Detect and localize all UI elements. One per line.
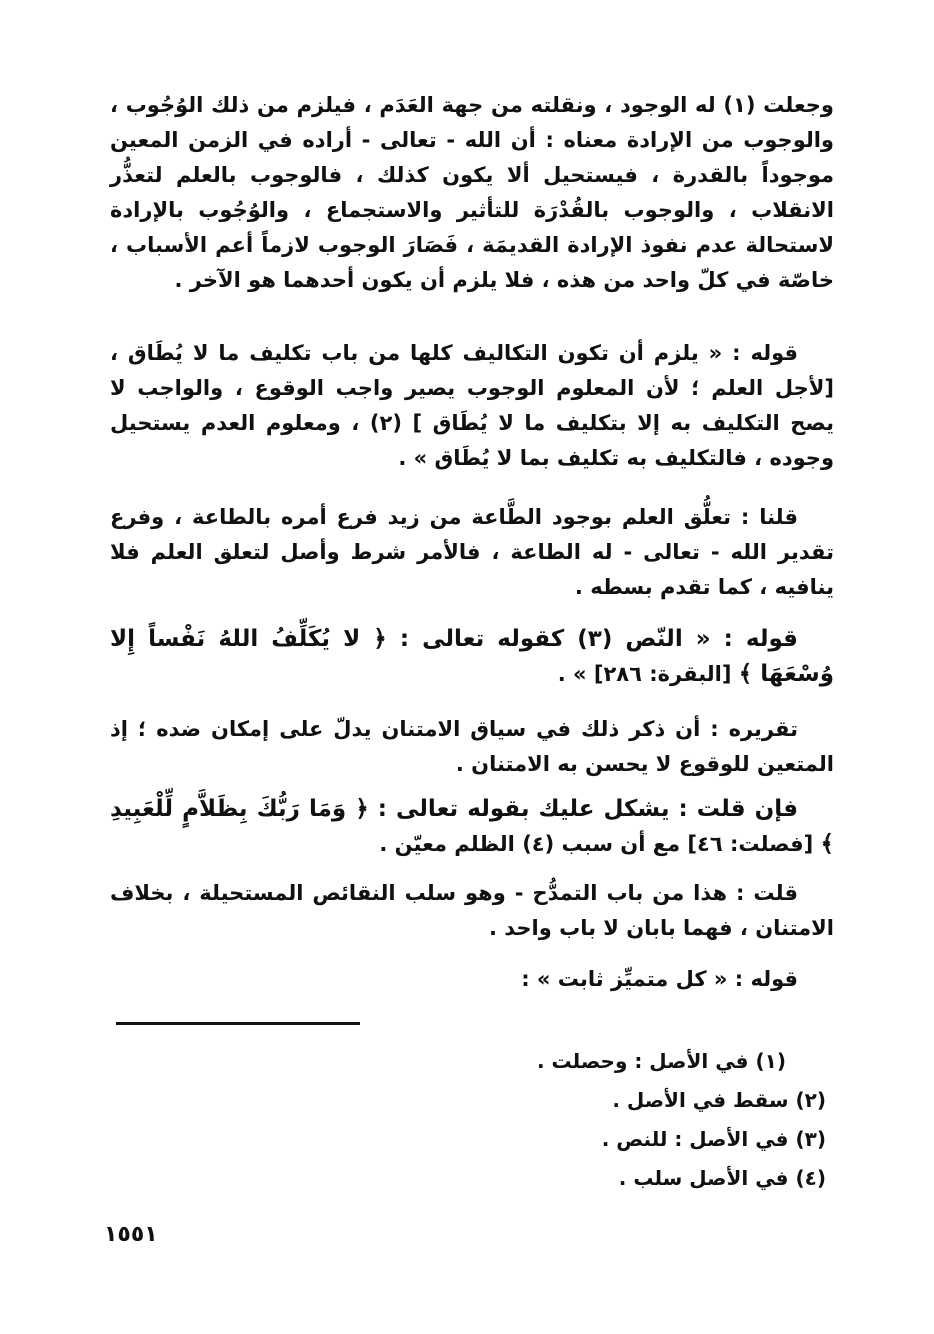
text-line: الله - تعالى - له الطاعة ، فالأمر شرط وأصل لتعلق العلم فلا ينافيه ، كما: [110, 540, 834, 599]
verse-paragraph-2: [110, 792, 834, 862]
text-line: قوله : « يلزم أن تكون التكاليف كلها من باب تكليف ما لا يُطَاق ،: [110, 341, 798, 365]
text-line: [لأجل العلم ؛ لأن المعلوم الوجوب يصير واجب الوقوع ، والواجب لا: [110, 376, 834, 400]
body-text: [110, 88, 834, 298]
text-line: والوجوب من الإرادة معناه : أن الله - تعالى - أراده في الزمن المعين موجوداً: [110, 128, 834, 187]
paragraph-7: [110, 876, 834, 946]
paragraph-2: [110, 336, 834, 476]
last-quote-paragraph: [110, 962, 834, 997]
paragraph-4: [110, 622, 834, 692]
answer-paragraph: [110, 876, 834, 946]
footnote-3: (٣) في الأصل : للنص .: [601, 1127, 826, 1151]
footnote-1: (١) في الأصل : وحصلت .: [536, 1049, 786, 1073]
paragraph-5: [110, 712, 834, 782]
text-line: نفوذ الإرادة القديمَة ، فَصَارَ الوجوب لازماً أعم الأسباب ، خاصّة في كلّ: [110, 233, 834, 292]
text-line: والوجوب بالقُدْرَة للتأثير والاستجماع ، والوُجُوب بالإرادة لاستحالة عدم: [110, 198, 835, 257]
text-line: تقدم بسطه .: [574, 575, 711, 599]
page-number: ١٥٥١: [104, 1222, 158, 1247]
quote-paragraph: [110, 336, 834, 476]
paragraph-6: [110, 792, 834, 862]
paragraph-8: [110, 962, 834, 997]
reply-paragraph: [110, 500, 834, 605]
text-line: واحد من هذه ، فلا يلزم أن يكون أحدهما هو الآخر .: [174, 268, 691, 292]
text-line: قلنا : تعلُّق العلم بوجود الطَّاعة من زيد فرع أمره بالطاعة ، وفرع تقدير: [110, 505, 834, 564]
footnote-separator: [116, 1022, 360, 1025]
text-line: للوقوع لا يحسن به الامتنان .: [455, 752, 750, 776]
text-line: [فصلت: ٤٦] مع أن سبب (٤) الظلم معيّن .: [379, 832, 814, 856]
text-line: فإن قلت : يشكل عليك بقوله تعالى : ﴿ وَمَا رَبُّكَ بِظَلاَّمٍ لِّلْعَبِيدِ ﴾: [110, 796, 834, 857]
explanation-paragraph: [110, 712, 834, 782]
footnotes: [536, 1042, 826, 1198]
text-line: الامتنان ، فهما بابان لا باب واحد .: [489, 916, 834, 940]
text-line: يصح التكليف به إلا بتكليف ما لا يُطَاق ] (٢) ، ومعلوم العدم يستحيل: [110, 411, 834, 435]
footnote-4: (٤) في الأصل سلب .: [618, 1166, 826, 1190]
text-line: بالقدرة ، فيستحيل ألا يكون كذلك ، فالوجوب بالعلم لتعذُّر الانقلاب ،: [110, 163, 834, 222]
text-line: تقريره : أن ذكر ذلك في سياق الامتنان يدلّ على إمكان ضده ؛ إذ المتعين: [110, 717, 834, 776]
text-line: [البقرة: ٢٨٦] » .: [557, 662, 732, 686]
paragraph-3: [110, 500, 834, 605]
footnote-2: (٢) سقط في الأصل .: [612, 1088, 826, 1112]
text-line: قوله : « كل متميِّز ثابت » :: [521, 967, 798, 991]
verse-paragraph-1: [110, 622, 834, 692]
paragraph-1: [110, 88, 834, 298]
text-line: قلت : هذا من باب التمدُّح - وهو سلب النقائص المستحيلة ، بخلاف: [110, 881, 798, 905]
text-line: وجوده ، فالتكليف به تكليف بما لا يُطَاق » .: [398, 446, 834, 470]
text-line: وجعلت (١) له الوجود ، ونقلته من جهة العَدَم ، فيلزم من ذلك الوُجُوب ،: [110, 93, 834, 117]
text-line: قوله : « النّص (٣) كقوله تعالى : ﴿ لا يُكَلِّفُ اللهُ نَفْساً إِلا وُسْعَهَا ﴾: [110, 626, 834, 687]
